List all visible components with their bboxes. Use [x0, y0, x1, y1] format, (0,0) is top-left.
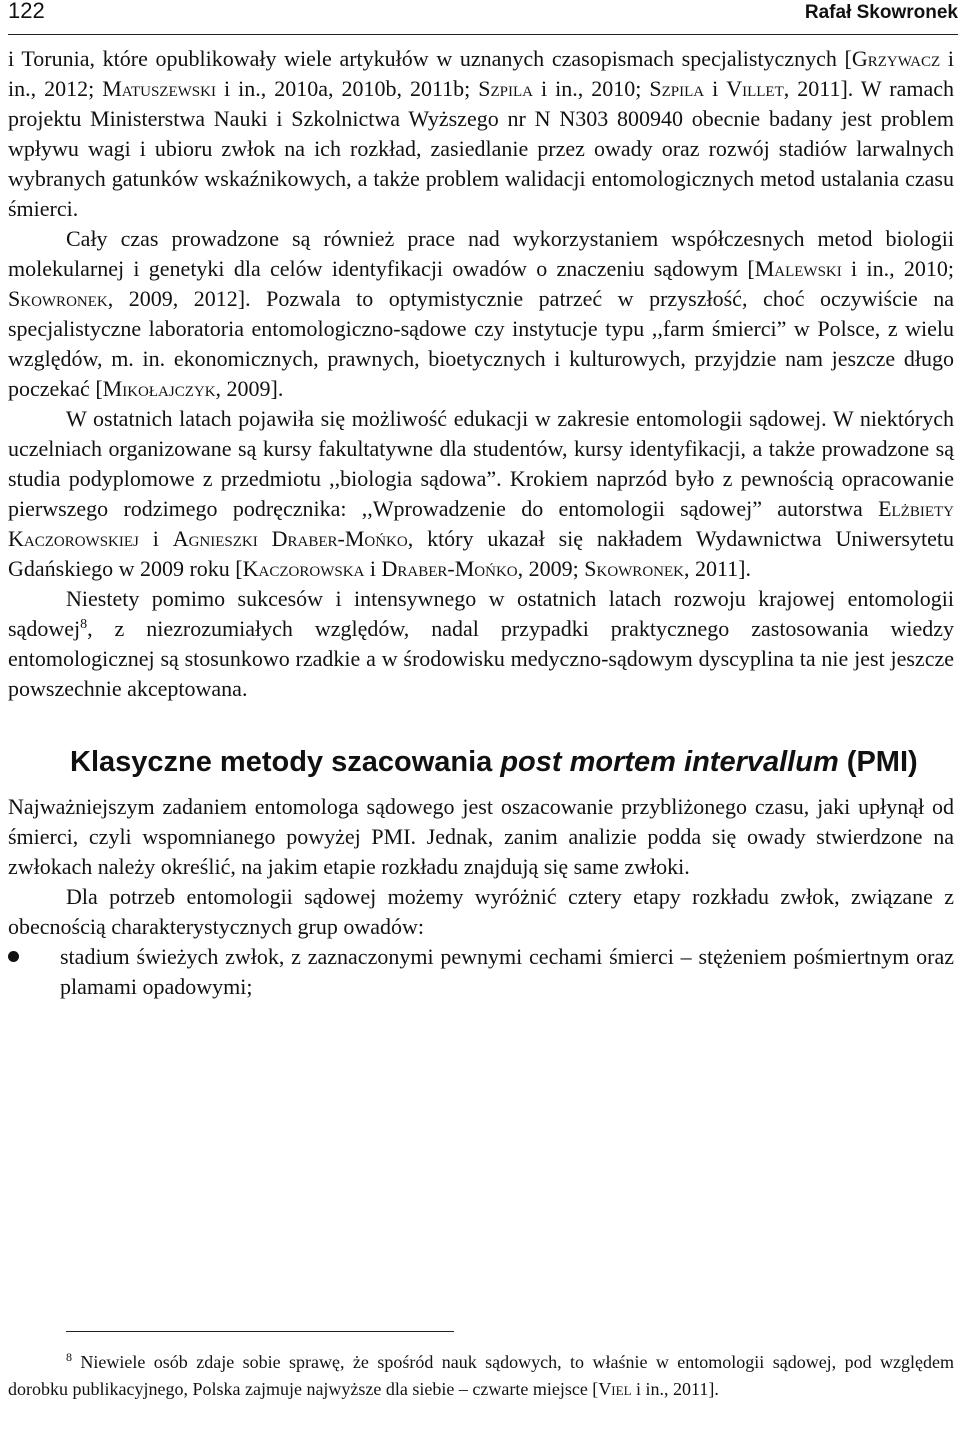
footnote-divider	[66, 1331, 454, 1332]
text-run: Cały czas prowadzone są również prace nad wykorzystaniem współczesnych metod biologii molekularnej i genetyki dla celów identyfikacji owadów o znaczeniu sądowym [	[8, 226, 954, 281]
section-paragraph-1: Najważniejszym zadaniem entomologa sądowego jest oszacowanie przybliżonego czasu, jaki upłynął od śmierci, czyli wspomnianego powyżej PMI. Jednak, zanim analizie podda się owady stwierdzone na zwłokach należy określić, na jakim etapie rozkładu znajdują się same zwłoki.	[8, 794, 954, 879]
text-run: i in., 2012;	[8, 46, 954, 101]
paragraph-1	[8, 44, 954, 224]
text-run: , który ukazał się nakładem Wydawnictwa Uniwersytetu Gdańskiego w 2009 roku [	[8, 526, 954, 581]
citation-author: Elżbiety Kaczorowskiej	[8, 496, 954, 551]
text-run: i Torunia, które opublikowały wiele artykułów w uznanych czasopismach specjalistycznych [	[8, 46, 852, 71]
text-run: Niewiele osób zdaje sobie sprawę, że spośród nauk sądowych, to właśnie w entomologii sądowej, pod względem dorobku publikacyjnego, Polska zajmuje najwyższe dla siebie – czwarte miejsce [	[8, 1352, 954, 1399]
text-run: , 2011]. W ramach projektu Ministerstwa Nauki i Szkolnictwa Wyższego nr N N303 800940 obecnie badany jest problem wpływu wagi i ubioru zwłok na ich rozkład, zasiedlanie przez owady oraz rozwój stadiów larwalnych wybranych gatunków wskaźnikowych, a także problem walidacji entomologicznych metod ustalania czasu śmierci.	[8, 76, 954, 221]
text-run: i	[704, 76, 727, 101]
body-text	[8, 44, 954, 1002]
paragraph-3	[8, 404, 954, 584]
text-run: i	[364, 556, 382, 581]
text-run: i in., 2010;	[841, 256, 954, 281]
paragraph-2	[8, 224, 954, 404]
page-number: 122	[8, 0, 45, 23]
citation-author: Grzywacz	[851, 46, 941, 71]
text-run: i in., 2010a, 2010b, 2011b;	[215, 76, 479, 101]
text-run: , 2009].	[215, 376, 284, 401]
section-heading	[70, 744, 954, 780]
citation-author: Agnieszki Draber-Mońko	[172, 526, 408, 551]
heading-text: Klasyczne metody szacowania	[70, 746, 501, 778]
citation-author: Villet	[726, 76, 784, 101]
citation-author: Matuszewski	[102, 76, 216, 101]
citation-author: Szpila	[649, 76, 705, 101]
text-run: Niestety pomimo sukcesów i intensywnego w ostatnich latach rozwoju krajowej entomologii sądowej	[8, 586, 954, 641]
citation-author: Skowronek	[584, 556, 684, 581]
heading-italic-term: post mortem intervallum	[500, 746, 839, 778]
section-paragraph-2: Dla potrzeb entomologii sądowej możemy wyróżnić cztery etapy rozkładu zwłok, związane z obecnością charakterystycznych grup owadów:	[8, 884, 954, 939]
citation-author: Malewski	[754, 256, 842, 281]
decomposition-stage-list	[8, 942, 954, 1002]
citation-author: Mikołajczyk	[102, 376, 216, 401]
text-run: , 2011].	[683, 556, 751, 581]
text-run: i	[138, 526, 173, 551]
text-run: , z niezrozumiałych względów, nadal przypadki praktycznego zastosowania wiedzy entomologicznej są stosunkowo rzadkie a w środowisku medyczno-sądowym dyscyplina ta nie jest jeszcze powszechnie akceptowana.	[8, 616, 954, 701]
list-item-text: stadium świeżych zwłok, z zaznaczonymi pewnymi cechami śmierci – stężeniem pośmiertnym oraz plamami opadowymi;	[60, 944, 954, 999]
bullet-icon	[8, 951, 19, 962]
text-run: , 2009, 2012]. Pozwala to optymistycznie patrzeć w przyszłość, choć oczywiście na specjalistyczne laboratoria entomologiczno-sądowe czy instytucje typu ,,farm śmierci” w Polsce, z wielu względów, m. in. ekonomicznych, prawnych, bioetycznych i kulturowych, przyjdzie nam jeszcze długo poczekać [	[8, 286, 954, 401]
footnote-number: 8	[66, 1350, 72, 1364]
running-header	[8, 0, 958, 35]
citation-author: Skowronek	[8, 286, 108, 311]
citation-author: Viel	[598, 1379, 632, 1399]
paragraph-4	[8, 584, 954, 704]
text-run: i in., 2011].	[631, 1379, 719, 1399]
text-run: W ostatnich latach pojawiła się możliwość edukacji w zakresie entomologii sądowej. W niektórych uczelniach organizowane są kursy fakultatywne dla studentów, kursy identyfikacji, a także prowadzone są studia podyplomowe z przedmiotu ,,biologia sądowa”. Krokiem naprzód było z pewnością opracowanie pierwszego rodzimego podręcznika: ,,Wprowadzenie do entomologii sądowej” autorstwa	[8, 406, 954, 521]
heading-text: (PMI)	[838, 746, 918, 778]
citation-author: Draber-Mońko	[381, 556, 518, 581]
text-run: , 2009;	[517, 556, 585, 581]
text-run: i in., 2010;	[533, 76, 650, 101]
footnote-reference: 8	[80, 617, 88, 632]
list-item	[8, 942, 954, 1002]
citation-author: Szpila	[478, 76, 533, 101]
citation-author: Kaczorowska	[242, 556, 365, 581]
running-header-author: Rafał Skowronek	[804, 2, 958, 23]
footnote	[8, 1349, 954, 1403]
